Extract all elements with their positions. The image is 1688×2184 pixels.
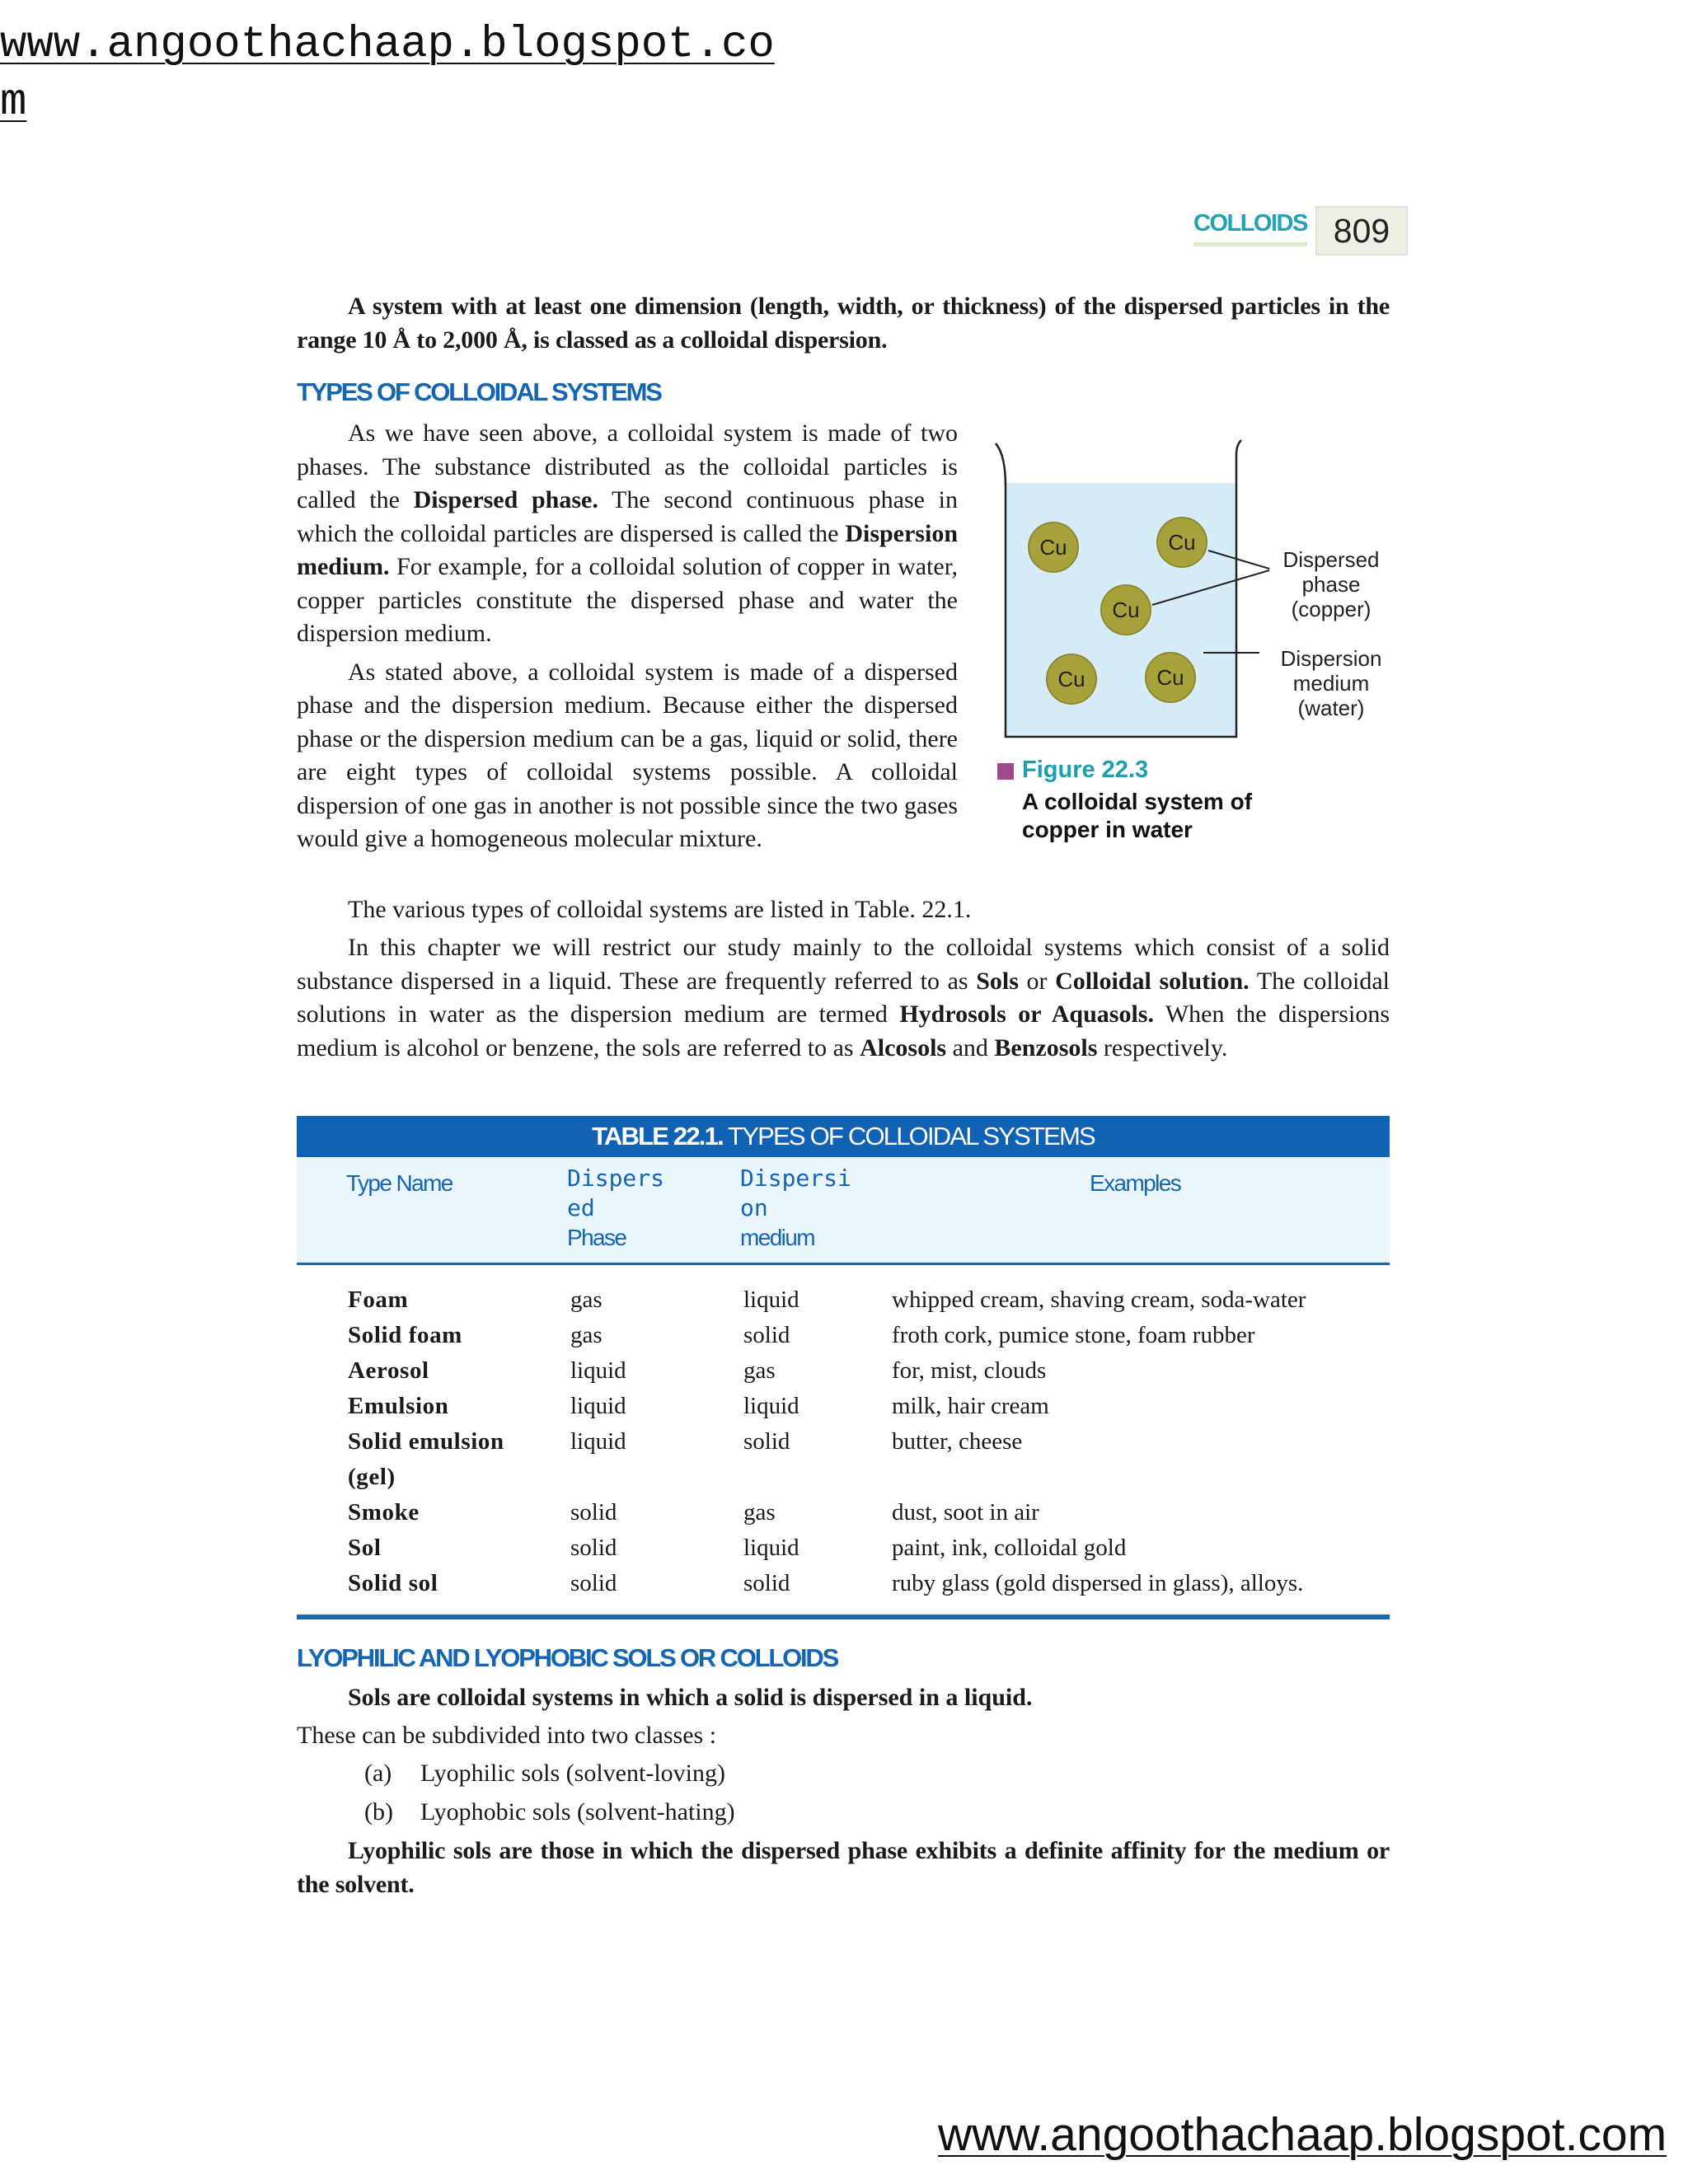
section-heading-types: TYPES OF COLLOIDAL SYSTEMS xyxy=(297,377,661,406)
table-row: Emulsion liquid liquid milk, hair cream xyxy=(348,1393,1049,1419)
figure-caption-text: A colloidal system of copper in water xyxy=(1022,789,1253,842)
particle-label: Cu xyxy=(1039,535,1067,560)
subdivide-text: These can be subdivided into two classes : xyxy=(297,1722,717,1749)
table-header xyxy=(297,1157,1390,1265)
table-row: Solid emulsion (gel) liquid solid butter, cheese xyxy=(348,1428,1023,1490)
caption-marker xyxy=(997,763,1014,780)
table-title: TABLE 22.1. TYPES OF COLLOIDAL SYSTEMS xyxy=(297,1116,1390,1157)
section-heading-lyophilic: LYOPHILIC AND LYOPHOBIC SOLS OR COLLOIDS xyxy=(297,1643,838,1672)
table-row: Solid sol solid solid ruby glass (gold dispersed in glass), alloys. xyxy=(348,1570,1304,1596)
particle-label: Cu xyxy=(1057,667,1085,691)
table-row: Foam gas liquid whipped cream, shaving cream, soda-water xyxy=(348,1286,1306,1313)
particle-label: Cu xyxy=(1168,530,1196,555)
table-row: Sol solid liquid paint, ink, colloidal gold xyxy=(348,1535,1127,1561)
header-dispersion-medium: Dispersi on medium xyxy=(740,1165,851,1250)
particle-label: Cu xyxy=(1156,665,1184,690)
label-dispersed-phase: Dispersed phase (copper) xyxy=(1282,547,1380,621)
table-bottom-rule xyxy=(297,1615,1390,1619)
list-item: (a) Lyophilic sols (solvent-loving) xyxy=(364,1760,725,1787)
watermark-bottom[interactable]: www.angoothachaap.blogspot.com xyxy=(938,2108,1667,2161)
types-intro-column xyxy=(297,417,958,856)
label-dispersion-medium: Dispersion medium (water) xyxy=(1280,646,1382,720)
class-list xyxy=(364,1757,735,1829)
table-row: Solid foam gas solid froth cork, pumice stone, foam rubber xyxy=(348,1322,1255,1348)
figure-caption-title: Figure 22.3 xyxy=(1022,757,1149,783)
watermark-top: www.angoothachaap.blogspot.co m xyxy=(0,20,775,128)
table-row: Smoke solid gas dust, soot in air xyxy=(348,1499,1039,1526)
running-head-title: COLLOIDS xyxy=(1193,210,1307,246)
types-paragraph-4: In this chapter we will restrict our study mainly to the colloidal systems which consist of a solid substance dispersed in a liquid. These are frequently referred to as Sols or Colloidal solution. The colloidal solutions in water as the dispersion medium are termed Hydrosols or Aquasols. When the dispersions medium is alcohol or benzene, the sols are referred to as Alcosols and Benzosols respectively. xyxy=(297,934,1390,1062)
intro-definition: A system with at least one dimension (length, width, or thickness) of the dispersed particles in the range 10 Å to 2,000 Å, is classed as a colloidal dispersion. xyxy=(297,293,1390,354)
header-type-name: Type Name xyxy=(346,1170,452,1196)
particle-label: Cu xyxy=(1112,598,1140,622)
header-dispersed-phase: Dispers ed Phase xyxy=(567,1165,665,1250)
table-row: Aerosol liquid gas for, mist, clouds xyxy=(348,1357,1047,1384)
types-paragraph-1: As we have seen above, a colloidal system is made of two phases. The substance distributed as the colloidal particles is called the Dispersed phase. The second continuous phase in which the colloidal particles are dispersed is called the Dispersion medium. For example, for a colloidal solution of copper in water, copper particles constitute the dispersed phase and water the dispersion medium. xyxy=(297,419,958,647)
table-body xyxy=(297,1282,1390,1601)
sols-definition: Sols are colloidal systems in which a solid is dispersed in a liquid. xyxy=(348,1684,1033,1711)
page-number: 809 xyxy=(1315,206,1408,255)
types-paragraph-2: As stated above, a colloidal system is made of a dispersed phase and the dispersion medium. Because either the dispersed phase or the dispersion medium can be a gas, liquid or solid, there are eight types of colloidal systems possible. A colloidal dispersion of one gas in another is not possible since the two gases would give a homogeneous molecular mixture. xyxy=(297,658,958,852)
header-examples: Examples xyxy=(1090,1170,1181,1196)
list-item: (b) Lyophobic sols (solvent-hating) xyxy=(364,1798,735,1825)
lyophilic-definition: Lyophilic sols are those in which the dispersed phase exhibits a definite affinity for the medium or the solvent. xyxy=(297,1837,1390,1898)
types-paragraph-3: The various types of colloidal systems are listed in Table. 22.1. xyxy=(348,896,972,923)
